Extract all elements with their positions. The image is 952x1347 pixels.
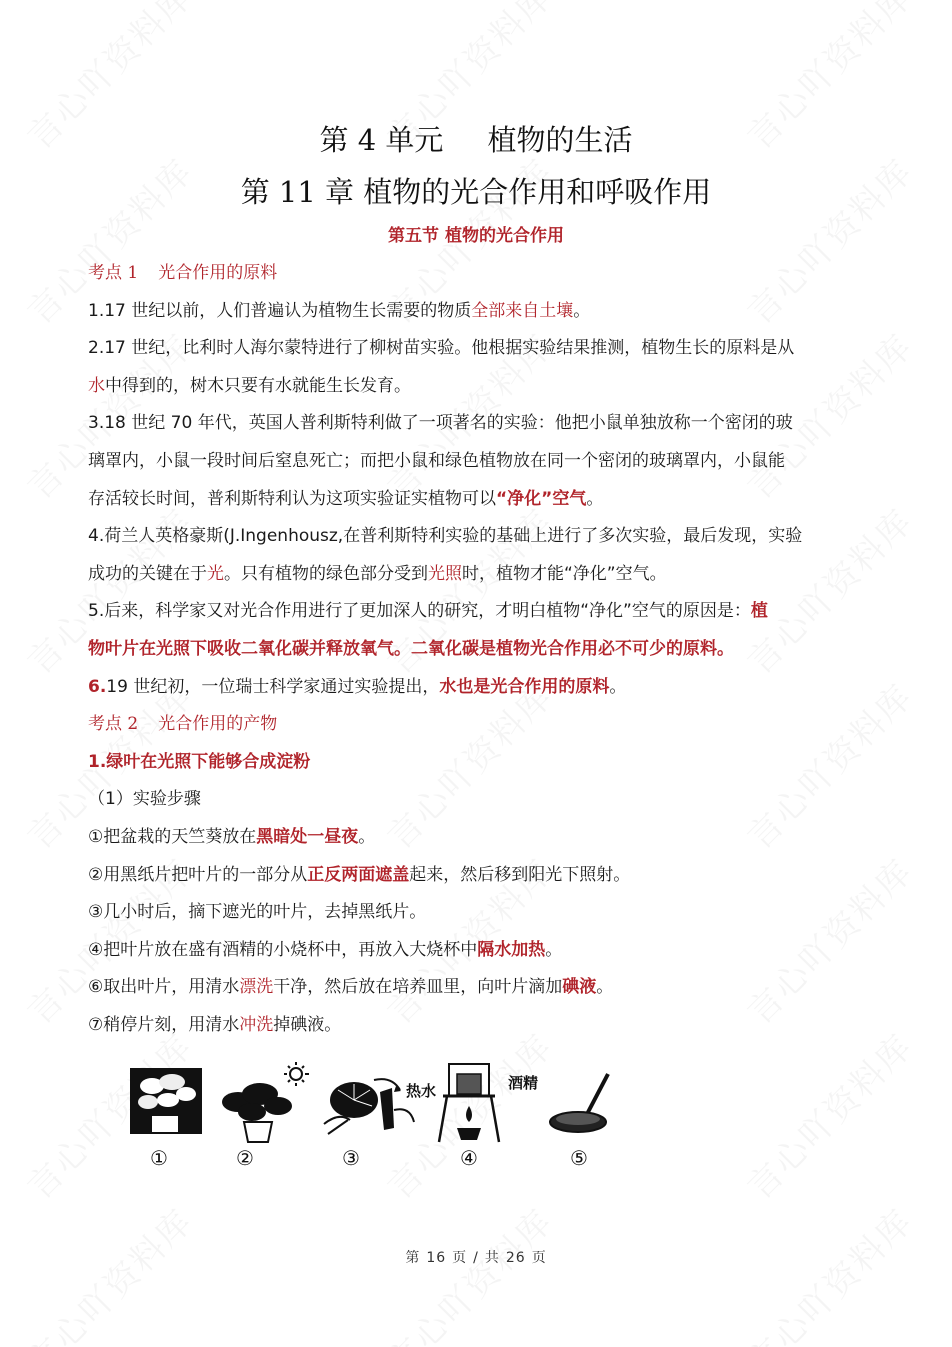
- unit-name: 植物的生活: [487, 123, 633, 157]
- paragraph-3-line-1: 3.18 世纪 70 年代，英国人普利斯特利做了一项著名的实验：他把小鼠单独放称一个密闭的玻: [88, 413, 793, 434]
- kaodian-1-heading: 考点 1 光合作用的原料: [88, 263, 278, 283]
- figure-label-3: ③: [342, 1146, 360, 1170]
- paragraph-4-line-1: 4.荷兰人英格豪斯(J.Ingenhousz,在普利斯特利实验的基础上进行了多次实验，最后发现，实验: [88, 526, 803, 547]
- paragraph-1: 1.17 世纪以前，人们普遍认为植物生长需要的物质全部来自土壤。: [88, 300, 591, 321]
- section-title: 第五节 植物的光合作用: [388, 226, 564, 246]
- figure-label-4: ④: [460, 1146, 478, 1170]
- step-2: ②用黑纸片把叶片的一部分从正反两面遮盖起来，然后移到阳光下照射。: [88, 864, 631, 885]
- step-1: ①把盆栽的天竺葵放在黑暗处一昼夜。: [88, 826, 376, 847]
- unit-title: [0, 118, 952, 159]
- unit-number: 第 4 单元: [319, 123, 444, 157]
- watermark-text: [734, 1021, 921, 1208]
- kaodian-2-heading: 考点 2 光合作用的产物: [88, 714, 278, 735]
- hot-water-label: 热水: [406, 1082, 437, 1100]
- paragraph-2-line-1: 2.17 世纪，比利时人海尔蒙特进行了柳树苗实验。他根据实验结果推测，植物生长的原料是从: [88, 338, 795, 359]
- kaodian-2-subheading: 1.绿叶在光照下能够合成淀粉: [88, 751, 311, 772]
- water-bath-illustration: [433, 1062, 505, 1150]
- paragraph-5-line-2: 物叶片在光照下吸收二氧化碳并释放氧气。二氧化碳是植物光合作用必不可少的原料。: [88, 638, 734, 659]
- figure-label-2: ②: [236, 1146, 254, 1170]
- page-number: 16: [426, 1250, 447, 1266]
- chapter-title: 第 11 章 植物的光合作用和呼吸作用: [240, 175, 712, 209]
- experiment-figure: [128, 1062, 608, 1172]
- paragraph-6: 6.19 世纪初，一位瑞士科学家通过实验提出，水也是光合作用的原料。: [88, 676, 627, 697]
- total-pages: 26: [505, 1250, 526, 1266]
- plant-in-dark-illustration: [128, 1062, 204, 1146]
- watermark-text: [374, 1196, 561, 1347]
- paragraph-3-line-2: 璃罩内，小鼠一段时间后窒息死亡；而把小鼠和绿色植物放在同一个密闭的玻璃罩内，小鼠能: [88, 450, 785, 471]
- step-7: ⑦稍停片刻，用清水冲洗掉碘液。: [88, 1014, 342, 1035]
- content-body: [88, 255, 868, 1044]
- alcohol-label: 酒精: [508, 1074, 539, 1092]
- paragraph-4-line-2: 成功的关键在于光。只有植物的绿色部分受到光照时，植物才能“净化”空气。: [88, 563, 667, 584]
- step-6: ⑥取出叶片，用清水漂洗干净，然后放在培养皿里，向叶片滴加碘液。: [88, 977, 614, 998]
- watermark-text: [734, 1196, 921, 1347]
- paragraph-3-line-3: 存活较长时间，普利斯特利认为这项实验证实植物可以“净化”空气。: [88, 488, 604, 509]
- figure-label-1: ①: [150, 1146, 168, 1170]
- steps-title: （1）实验步骤: [88, 789, 201, 810]
- step-4: ④把叶片放在盛有酒精的小烧杯中，再放入大烧杯中隔水加热。: [88, 939, 563, 960]
- figure-label-5: ⑤: [570, 1146, 588, 1170]
- page-footer: 第 16 页 / 共 26 页: [405, 1250, 547, 1266]
- plant-in-sunlight-illustration: [216, 1062, 326, 1148]
- paragraph-2-line-2: 水中得到的，树木只要有水就能生长发育。: [88, 375, 411, 396]
- petri-dish-illustration: [548, 1062, 618, 1146]
- paragraph-5-line-1: 5.后来，科学家又对光合作用进行了更加深人的研究，才明白植物“净化”空气的原因是：植: [88, 601, 768, 622]
- watermark-text: [14, 1196, 201, 1347]
- leaf-removal-illustration: [314, 1062, 424, 1148]
- step-3: ③几小时后，摘下遮光的叶片，去掉黑纸片。: [88, 902, 427, 923]
